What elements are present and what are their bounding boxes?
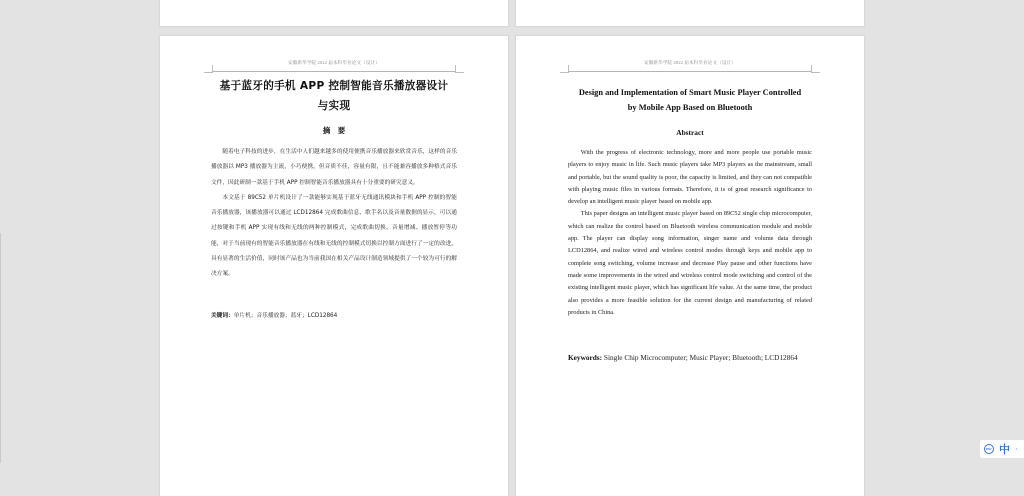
ime-language-toggle[interactable]: 中 [999, 443, 1010, 456]
page-english-abstract [516, 36, 864, 496]
keywords-value: 单片机；音乐播放器；蓝牙；LCD12864 [233, 313, 338, 319]
thesis-title-line2: by Mobile App Based on Bluetooth [627, 103, 753, 112]
abstract-heading: Abstract [676, 128, 704, 137]
header-rule [212, 71, 456, 72]
left-scroll-edge [0, 233, 1, 463]
header-corner-mark [811, 65, 820, 73]
running-header: 安徽新华学院 2022 届本科毕业论文（设计） [644, 60, 736, 65]
thesis-title-line1: Design and Implementation of Smart Music Player Controlled [578, 88, 802, 97]
abstract-paragraph: 本文基于 89C52 单片机设计了一款能够实现基于蓝牙无线通讯模块和手机 APP 控制的智能音乐播放器，该播放器可以通过 LCD12864 完成歌曲信息、歌手名以及音量数据的显示，可以通过按键和手机 APP 实现有线和无线的两种控制模式，完成歌曲切换、音量增减、播放暂停等功能，对于当前现有的智能音乐播放器在有线和无线的控制模式切换以控制方面进行了一定的改进，具有显著的生活价值，同时该产品也为当前我国在相关产品设计制造领域提供了一个较为可行的解决方案。 [211, 194, 457, 278]
abstract-heading: 摘 要 [322, 126, 346, 135]
keywords-line [211, 310, 457, 319]
ime-more-icon[interactable]: · [1015, 444, 1018, 454]
ime-toolbar[interactable] [980, 440, 1024, 458]
keywords-line [568, 351, 812, 365]
header-corner-mark [455, 65, 464, 73]
keywords-value: Single Chip Microcomputer; Music Player; Bluetooth; LCD12864 [603, 353, 798, 362]
abstract-paragraph: This paper designs an intelligent music player based on 89C52 single chip microcomputer, which can realize the control based on Bluetooth wireless communication module and mobile app. The player can display song information, singer name and volume data through LCD12864, and realize wired and wireless control modes through keys and mobile app to complete song switching, volume increase and decrease Play pause and other functions have made some improvements in the wired and wireless control mode switching and control of the existing intelligent music player, which has significant life value. At the same time, the product also provides a more feasible solution for the current design and manufacturing of related products in China. [568, 210, 812, 316]
previous-page-left [160, 0, 508, 26]
keywords-label: 关键词： [211, 313, 234, 319]
abstract-body [568, 147, 812, 319]
running-header: 安徽新华学院 2022 届本科毕业论文（设计） [288, 60, 380, 65]
ime-logo-icon[interactable]: Pkr [984, 444, 994, 454]
abstract-paragraph: With the progress of electronic technology, more and more people use portable music players to enjoy music in life. Such music players take MP3 players as the mainstream, small and portable, but the sound quality is poor, the capacity is limited, and they can not compatible with playing music files in various formats. Therefore, it is of great research significance to develop an intelligent music player based on mobile app. [568, 149, 812, 206]
page-chinese-abstract [160, 36, 508, 496]
header-rule [568, 71, 812, 72]
abstract-body [211, 145, 457, 283]
thesis-title-line2: 与实现 [317, 100, 351, 112]
abstract-paragraph: 随着电子科技的进步，在生活中人们越来越多的使用便携音乐播放器来欣赏音乐，这样的音乐播放器以 MP3 播放器为主流，小巧便携，但音质不佳，容量有限，且不能兼容播放多种格式音乐文件，因此研制一款基于手机 APP 控制智能音乐播放器具有十分重要的研究意义。 [211, 149, 457, 186]
thesis-title-line1: 基于蓝牙的手机 APP 控制智能音乐播放器设计 [219, 80, 449, 92]
keywords-label: Keywords: [568, 353, 603, 362]
previous-page-right [516, 0, 864, 26]
